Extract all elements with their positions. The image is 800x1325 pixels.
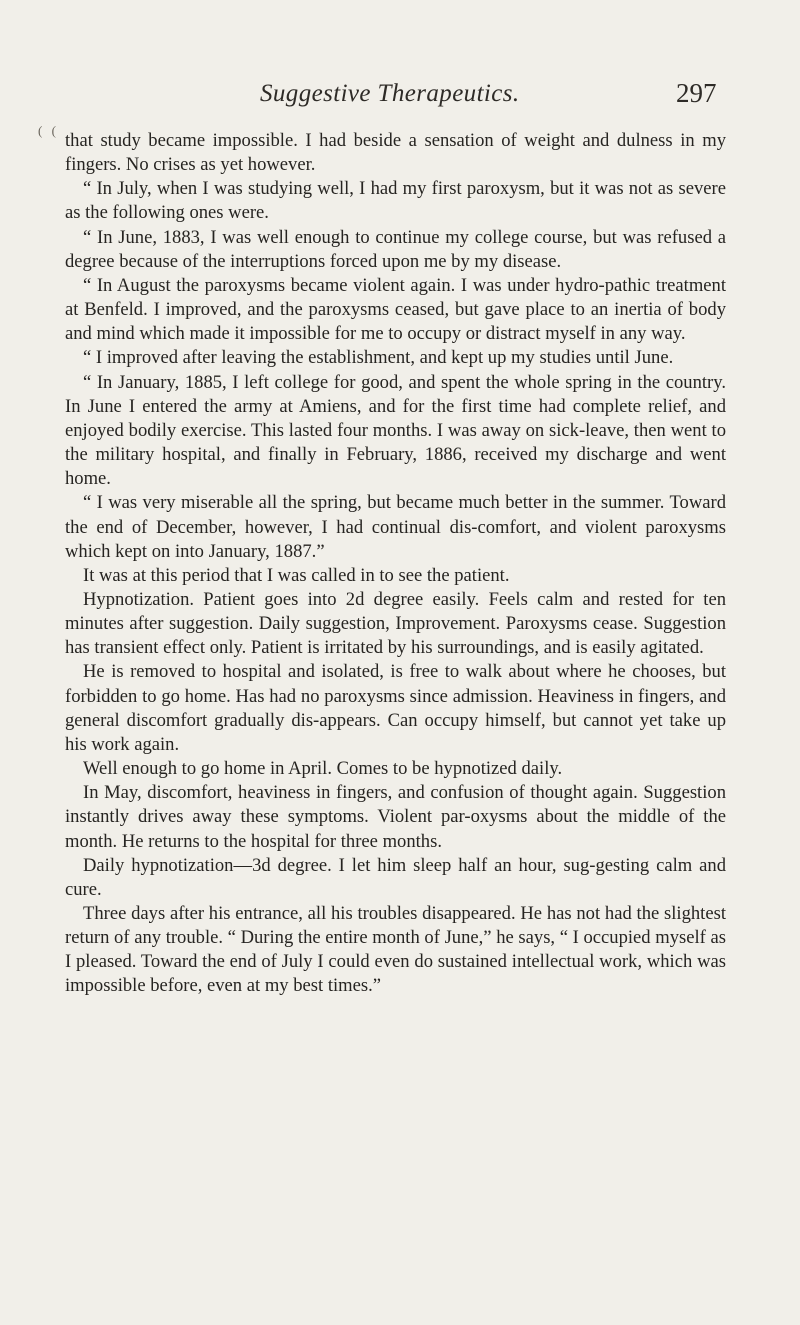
running-head (0, 80, 800, 124)
paragraph: Three days after his entrance, all his troubles disappeared. He has not had the slightest return of any trouble. “ During the entire month of June,” he says, “ I occupied myself as I pleased. Toward the end of July I could even do sustained intellectual work, which was impossible before, even at my best times.” (65, 903, 726, 997)
paragraph: that study became impossible. I had beside a sensation of weight and dulness in my fingers. No crises as yet however. (65, 130, 726, 176)
paragraph: Hypnotization. Patient goes into 2d degree easily. Feels calm and rested for ten minutes after suggestion. Daily suggestion, Improvement. Paroxysms cease. Suggestion has transient effect only. Patient is irritated by his surroundings, and is easily agitated. (65, 588, 726, 659)
paragraph: “ I improved after leaving the establishment, and kept up my studies until June. (83, 347, 674, 369)
paragraph: He is removed to hospital and isolated, is free to walk about where he chooses, but forbidden to go home. Has had no paroxysms since admission. Heaviness in fingers, and general discomfort gradually dis-appears. Can occupy himself, but cannot yet take up his work again. (65, 661, 726, 755)
running-title: Suggestive Therapeutics. (260, 80, 520, 107)
body-text (65, 129, 726, 999)
paragraph: Daily hypnotization—3d degree. I let him sleep half an hour, sug-gesting calm and cure. (65, 854, 726, 900)
paragraph: In May, discomfort, heaviness in fingers, and confusion of thought again. Suggestion instantly drives away these symptoms. Violent par-oxysms about the middle of the month. He returns to the hospital for three months. (65, 782, 726, 852)
paragraph: It was at this period that I was called in to see the patient. (83, 564, 510, 586)
paragraph: “ I was very miserable all the spring, but became much better in the summer. Toward the end of December, however, I had continual dis-comfort, and violent paroxysms which kept on into January, 1887.” (65, 492, 726, 562)
paragraph: “ In June, 1883, I was well enough to continue my college course, but was refused a degree because of the interruptions forced upon me by my disease. (65, 226, 726, 272)
paragraph: “ In August the paroxysms became violent again. I was under hydro-pathic treatment at Benfeld. I improved, and the paroxysms ceased, but gave place to an inertia of body and mind which made it impossible for me to occupy or distract myself in any way. (65, 274, 726, 345)
paragraph: “ In January, 1885, I left college for good, and spent the whole spring in the country. In June I entered the army at Amiens, and for the first time had complete relief, and enjoyed bodily exercise. This lasted four months. I was away on sick-leave, then went to the military hospital, and finally in February, 1886, received my discharge and went home. (65, 371, 726, 490)
paragraph: “ In July, when I was studying well, I had my first paroxysm, but it was not as severe as the following ones were. (65, 178, 726, 224)
margin-mark: ( ( (38, 123, 59, 138)
page-number: 297 (676, 78, 717, 108)
paragraph: Well enough to go home in April. Comes to be hypnotized daily. (83, 758, 563, 780)
